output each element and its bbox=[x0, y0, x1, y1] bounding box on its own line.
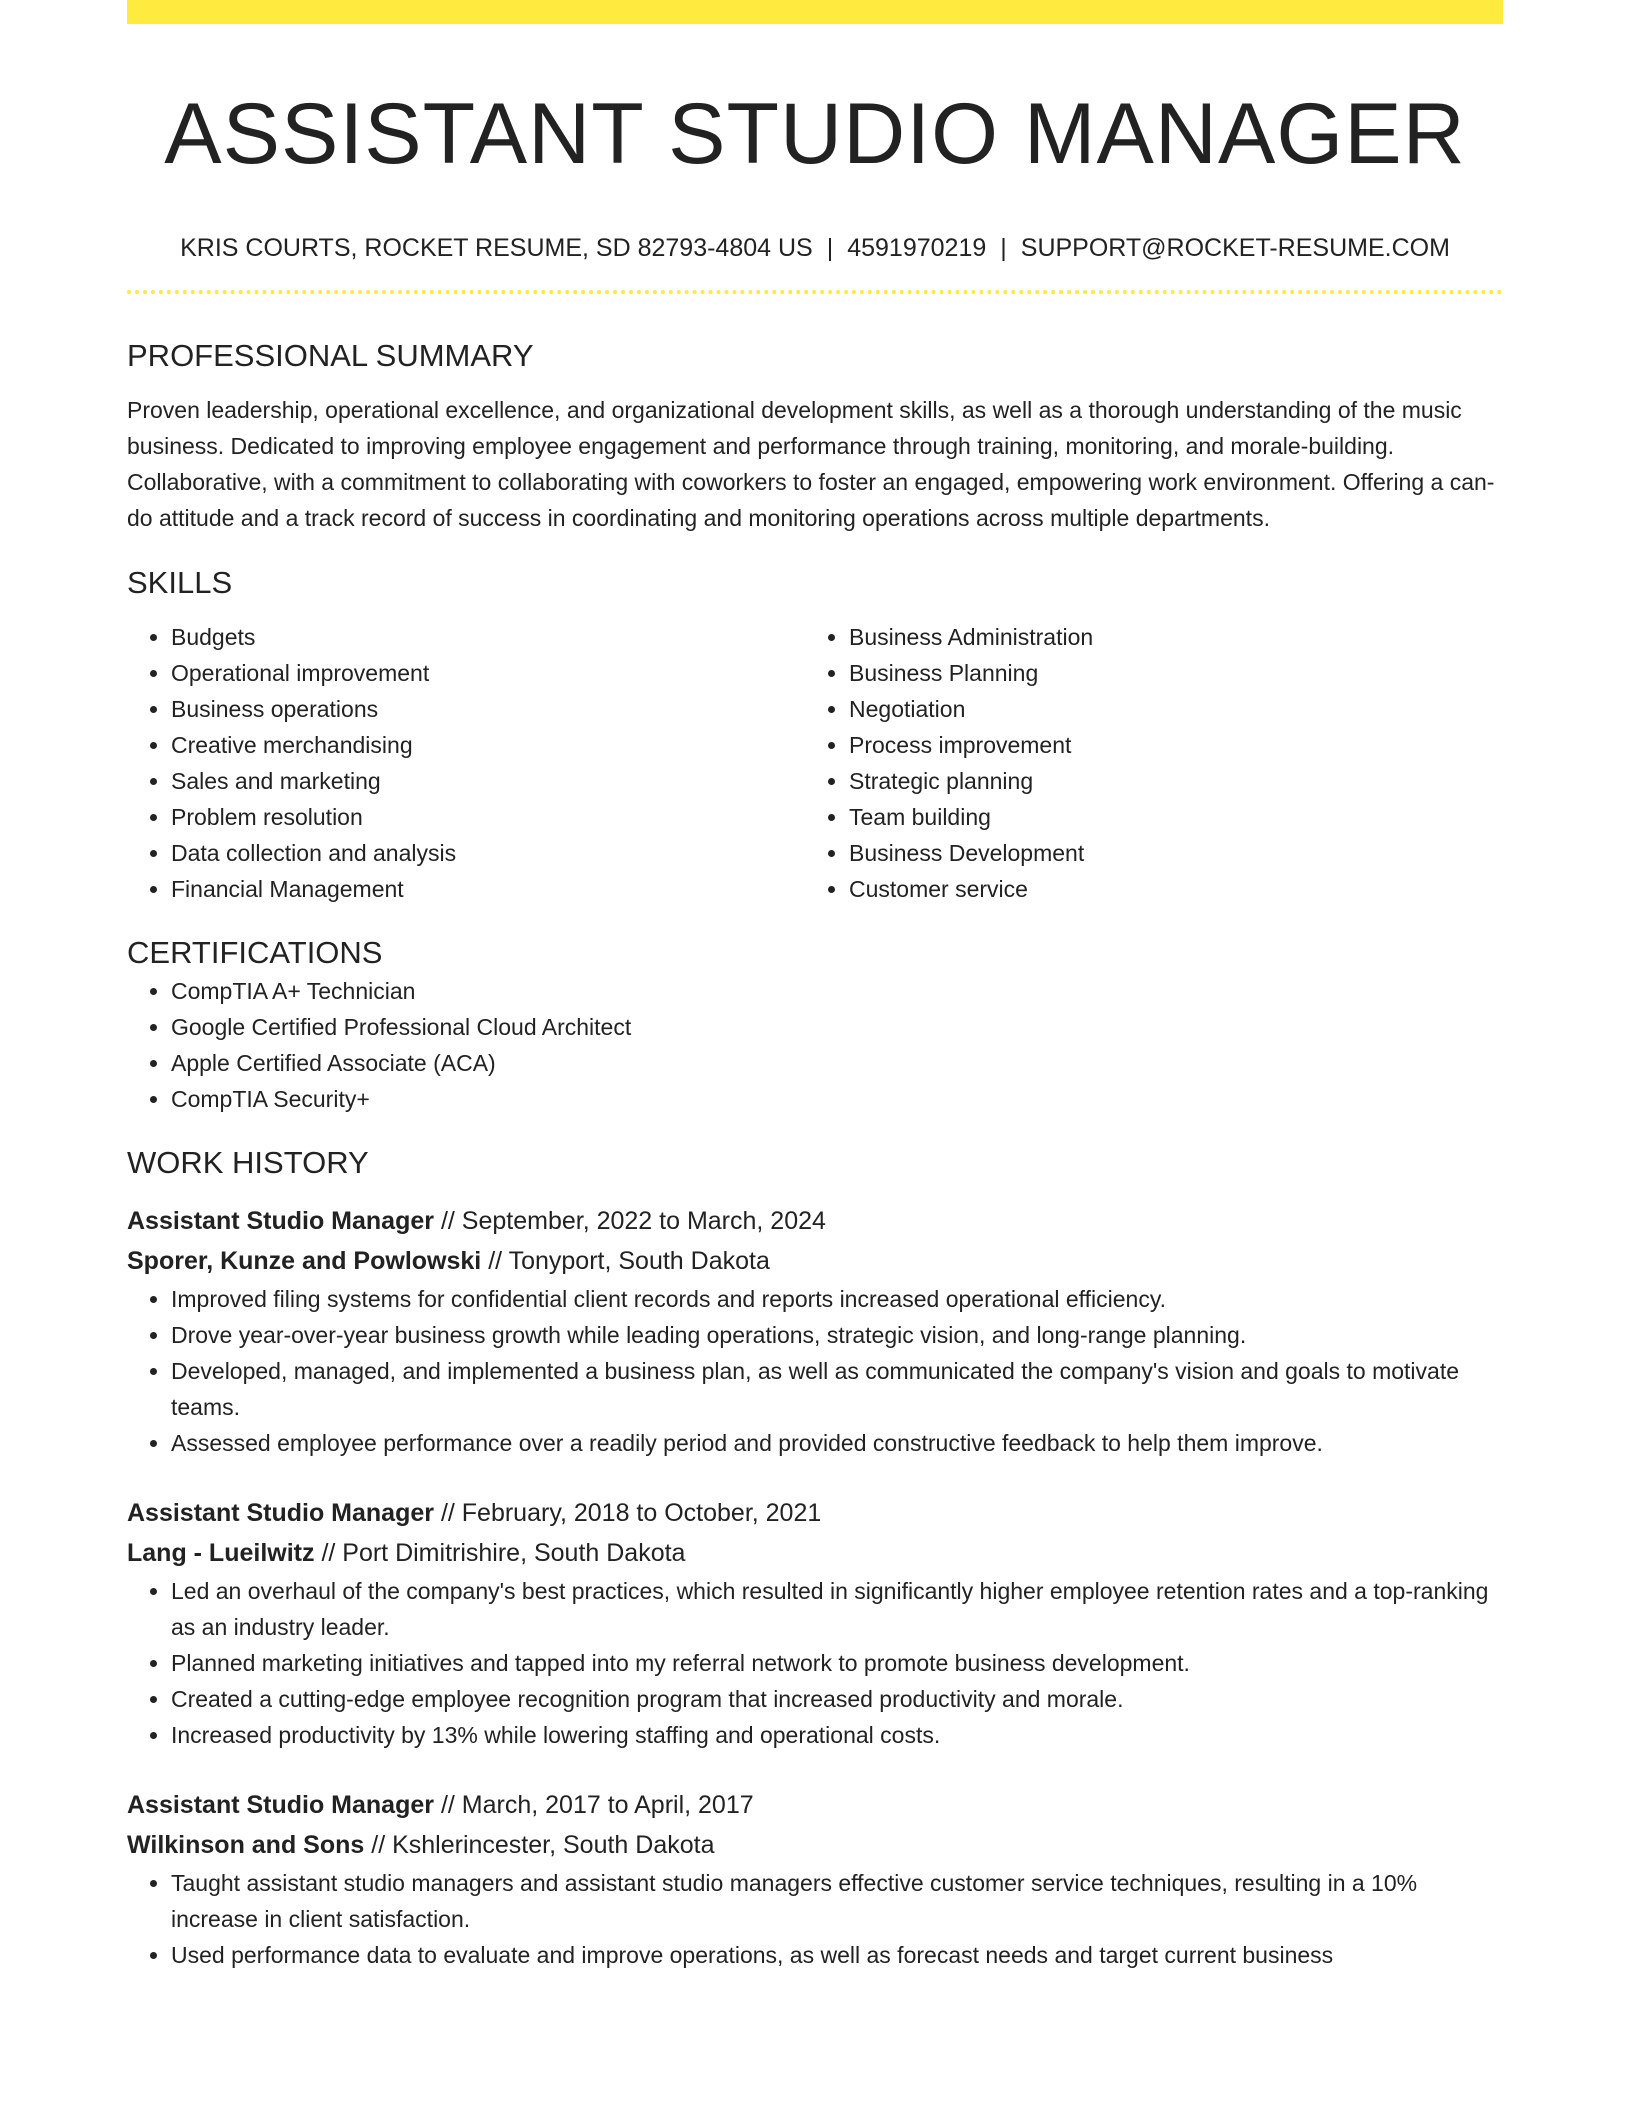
job-bullet: • Planned marketing initiatives and tapped into my referral network to promote business development. bbox=[171, 1645, 1503, 1681]
job-role-line bbox=[127, 1201, 1503, 1241]
certifications-heading: CERTIFICATIONS bbox=[127, 935, 383, 970]
skills-column-left bbox=[127, 619, 805, 907]
job-company: Sporer, Kunze and Powlowski bbox=[127, 1247, 482, 1275]
certification-item: • Google Certified Professional Cloud Architect bbox=[171, 1009, 1503, 1045]
job-bullet: • Taught assistant studio managers and assistant studio managers effective customer service techniques, resulting in a 10% increase in client satisfaction. bbox=[171, 1865, 1503, 1937]
job-bullets bbox=[127, 1865, 1503, 1973]
job-company-line bbox=[127, 1241, 1503, 1281]
contact-line bbox=[127, 230, 1503, 266]
job-entry bbox=[127, 1201, 1503, 1461]
work-history-list bbox=[127, 1201, 1503, 1973]
job-entry bbox=[127, 1493, 1503, 1753]
contact-address: KRIS COURTS, ROCKET RESUME, SD 82793-4804 US bbox=[180, 234, 813, 262]
skills-list-left bbox=[127, 619, 805, 907]
certification-item: • CompTIA A+ Technician bbox=[171, 973, 1503, 1009]
job-company: Lang - Lueilwitz bbox=[127, 1539, 315, 1567]
job-company-line bbox=[127, 1533, 1503, 1573]
job-location: // Kshlerincester, South Dakota bbox=[364, 1831, 715, 1859]
dotted-divider bbox=[127, 290, 1503, 294]
skill-item: • Operational improvement bbox=[171, 655, 805, 691]
contact-email[interactable]: SUPPORT@ROCKET-RESUME.COM bbox=[1020, 234, 1450, 262]
skill-item: • Business operations bbox=[171, 691, 805, 727]
skills-list-right bbox=[805, 619, 1483, 907]
skills-column-right bbox=[805, 619, 1483, 907]
job-dates: // September, 2022 to March, 2024 bbox=[434, 1207, 826, 1235]
job-role: Assistant Studio Manager bbox=[127, 1207, 434, 1235]
job-company-line bbox=[127, 1825, 1503, 1865]
job-bullet: • Improved filing systems for confidential client records and reports increased operational efficiency. bbox=[171, 1281, 1503, 1317]
skill-item: • Business Planning bbox=[849, 655, 1483, 691]
job-role-line bbox=[127, 1785, 1503, 1825]
certification-item: • Apple Certified Associate (ACA) bbox=[171, 1045, 1503, 1081]
resume-content bbox=[127, 24, 1503, 1973]
job-role: Assistant Studio Manager bbox=[127, 1791, 434, 1819]
skill-item: • Negotiation bbox=[849, 691, 1483, 727]
skill-item: • Team building bbox=[849, 799, 1483, 835]
job-company: Wilkinson and Sons bbox=[127, 1831, 365, 1859]
job-bullet: • Led an overhaul of the company's best practices, which resulted in significantly higher employee retention rates and a top-ranking as an industry leader. bbox=[171, 1573, 1503, 1645]
job-bullet: • Used performance data to evaluate and improve operations, as well as forecast needs and target current business bbox=[171, 1937, 1503, 1973]
job-bullet: • Developed, managed, and implemented a business plan, as well as communicated the company's vision and goals to motivate teams. bbox=[171, 1353, 1503, 1425]
skill-item: • Strategic planning bbox=[849, 763, 1483, 799]
skills-grid bbox=[127, 619, 1503, 907]
job-bullet: • Assessed employee performance over a readily period and provided constructive feedback to help them improve. bbox=[171, 1425, 1503, 1461]
job-role: Assistant Studio Manager bbox=[127, 1499, 434, 1527]
job-dates: // March, 2017 to April, 2017 bbox=[434, 1791, 754, 1819]
job-entry bbox=[127, 1785, 1503, 1973]
job-bullets bbox=[127, 1281, 1503, 1461]
top-accent-bar bbox=[127, 0, 1503, 24]
skill-item: • Customer service bbox=[849, 871, 1483, 907]
job-dates: // February, 2018 to October, 2021 bbox=[434, 1499, 822, 1527]
contact-separator: | bbox=[826, 234, 834, 262]
skill-item: • Sales and marketing bbox=[171, 763, 805, 799]
contact-phone[interactable]: 4591970219 bbox=[847, 234, 987, 262]
summary-text: Proven leadership, operational excellence, and organizational development skills, as well as a thorough understanding of the music business. Dedicated to improving employee engagement and performance through training, monitoring, and morale-building. Collaborative, with a commitment to collaborating with coworkers to foster an engaged, empowering work environment. Offering a can-do attitude and a track record of success in coordinating and monitoring operations across multiple departments. bbox=[127, 397, 1495, 531]
job-bullet: • Increased productivity by 13% while lowering staffing and operational costs. bbox=[171, 1717, 1503, 1753]
work-history-heading: WORK HISTORY bbox=[127, 1145, 369, 1180]
contact-separator: | bbox=[1000, 234, 1007, 262]
job-role-line bbox=[127, 1493, 1503, 1533]
job-bullet: • Drove year-over-year business growth while leading operations, strategic vision, and long-range planning. bbox=[171, 1317, 1503, 1353]
skill-item: • Budgets bbox=[171, 619, 805, 655]
job-location: // Tonyport, South Dakota bbox=[481, 1247, 770, 1275]
job-bullets bbox=[127, 1573, 1503, 1753]
skill-item: • Process improvement bbox=[849, 727, 1483, 763]
certifications-list bbox=[127, 973, 1503, 1117]
resume-title: ASSISTANT STUDIO MANAGER bbox=[164, 86, 1466, 182]
skills-heading: SKILLS bbox=[127, 565, 233, 600]
job-location: // Port Dimitrishire, South Dakota bbox=[314, 1539, 686, 1567]
skill-item: • Business Administration bbox=[849, 619, 1483, 655]
skill-item: • Business Development bbox=[849, 835, 1483, 871]
skill-item: • Problem resolution bbox=[171, 799, 805, 835]
job-bullet: • Created a cutting-edge employee recognition program that increased productivity and morale. bbox=[171, 1681, 1503, 1717]
skill-item: • Financial Management bbox=[171, 871, 805, 907]
skill-item: • Data collection and analysis bbox=[171, 835, 805, 871]
certification-item: • CompTIA Security+ bbox=[171, 1081, 1503, 1117]
skill-item: • Creative merchandising bbox=[171, 727, 805, 763]
summary-heading: PROFESSIONAL SUMMARY bbox=[127, 338, 534, 373]
